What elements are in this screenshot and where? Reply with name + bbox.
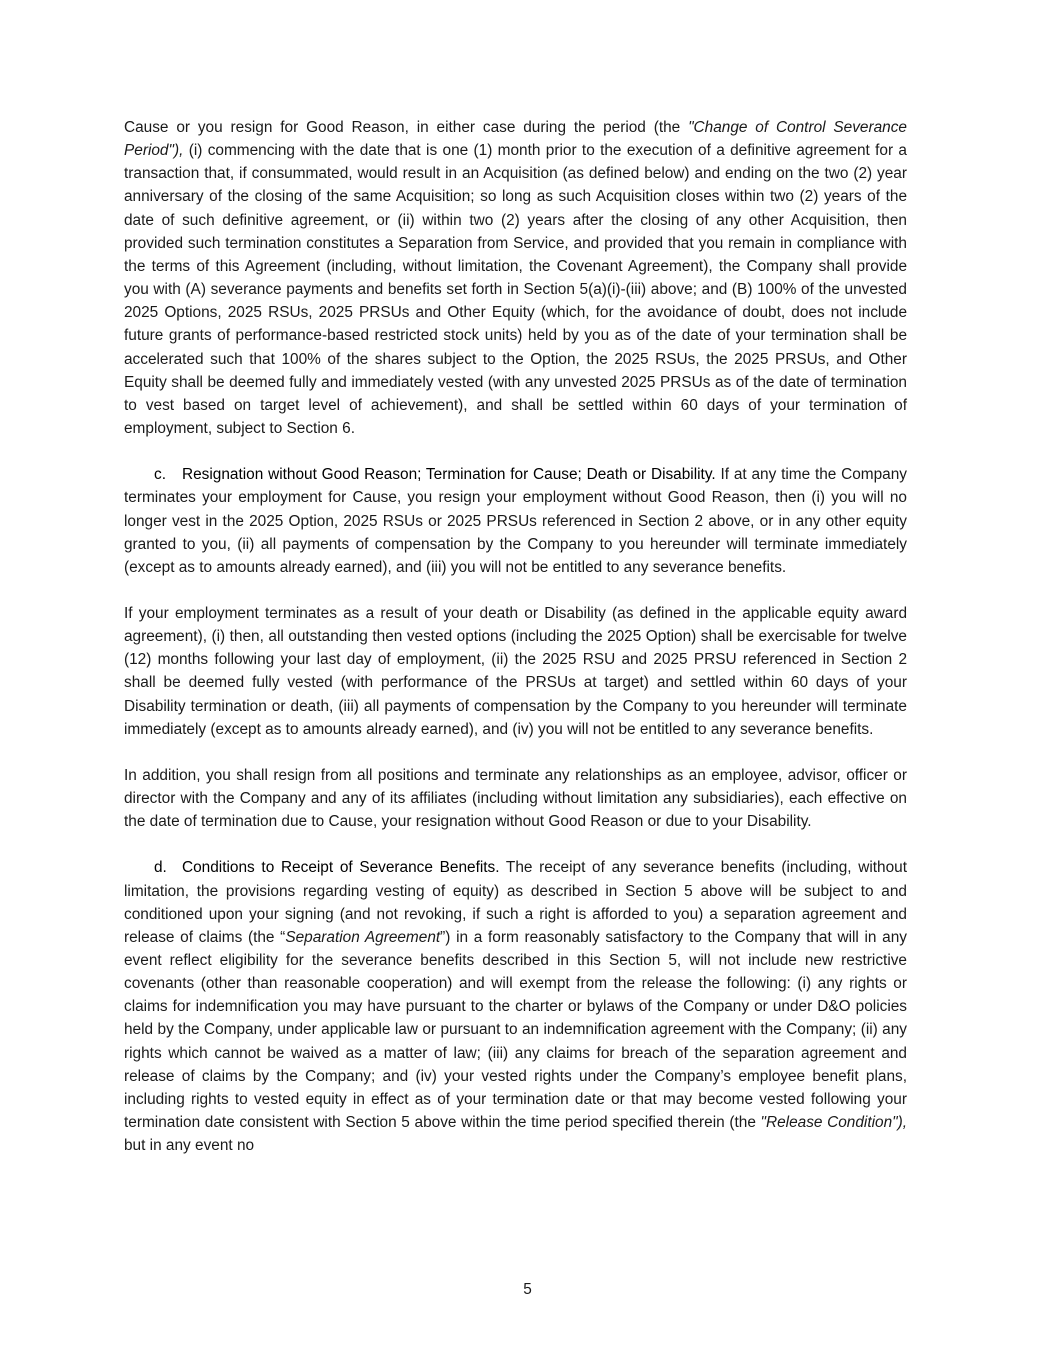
section-c-letter: c. [154, 466, 166, 484]
section-d-title: Conditions to Receipt of Severance Benefits. [182, 859, 500, 877]
section-d-letter: d. [154, 859, 167, 877]
section-c [124, 463, 907, 579]
paragraph-resignation-positions: In addition, you shall resign from all positions and terminate any relationships as an employee, advisor, officer or director with the Company and any of its affiliates (including without limitation any subsidiaries), each effective on the date of termination due to Cause, your resignation without Good Reason or due to your Disability. [124, 766, 907, 831]
defined-term: "Change of Control Severance Period"), [124, 119, 907, 160]
document-page [124, 116, 907, 1157]
text: but in any event no [124, 1137, 255, 1155]
text: ”) in a form reasonably satisfactory to the Company that will in any event reflect eligibility for the severance benefits described in this Section 5, will not include new restrictive covenants (other than reasonable cooperation) and will exempt from the release the following: (i) any rights or claims for indemnification you may have pursuant to the charter or bylaws of the Company or under D&O policies held by the Company, under applicable law or pursuant to an indemnification agreement with the Company; (ii) any rights which cannot be waived as a matter of law; (iii) any claims for breach of the separation agreement and release of claims by the Company; and (iv) your vested rights under the Company’s employee benefit plans, including rights to vested equity in effect as of your termination date or that may become vested following your termination date consistent with Section 5 above within the time period specified therein (the [124, 928, 907, 1132]
defined-term: Separation Agreement [285, 928, 441, 946]
text: Cause or you resign for Good Reason, in either case during the period (the [124, 119, 689, 136]
section-c-body: If at any time the Company terminates your employment for Cause, you resign your employment without Good Reason, then (i) you will no longer vest in the 2025 Option, 2025 RSUs or 2025 PRSUs referenced in Section 2 above, or in any other equity granted to you, (ii) all payments of compensation by the Company to you hereunder will terminate immediately (except as to amounts already earned), and (iii) you will not be entitled to any severance benefits. [124, 466, 908, 576]
section-c-heading [154, 466, 716, 483]
section-d [124, 856, 907, 1157]
section-d-heading [154, 859, 500, 876]
text: (i) commencing with the date that is one (1) month prior to the execution of a definitive agreement for a transaction that, if consummated, would result in an Acquisition (as defined below) and ending on the two (2) year anniversary of the closing of the same Acquisition; so long as such Acquisition closes within two (2) years of the date of such definitive agreement, or (ii) within two (2) years after the closing of any other Acquisition, then provided such termination constitutes a Separation from Service, and provided that you remain in compliance with the terms of this Agreement (including, without limitation, the Covenant Agreement), the Company shall provide you with (A) severance payments and benefits set forth in Section 5(a)(i)-(iii) above; and (B) 100% of the unvested 2025 Options, 2025 RSUs, 2025 PRSUs and Other Equity (which, for the avoidance of doubt, does not include future grants of performance-based restricted stock units) held by you as of the date of your termination shall be accelerated such that 100% of the shares subject to the Option, the 2025 RSUs, the 2025 PRSUs, and Other Equity shall be deemed fully and immediately vested (with any unvested 2025 PRSUs as of the date of termination to vest based on target level of achievement), and shall be settled within 60 days of your termination of employment, subject to Section 6. [124, 142, 907, 438]
page-number: 5 [523, 1281, 532, 1298]
paragraph-change-of-control [124, 116, 907, 440]
paragraph-death-disability: If your employment terminates as a result of your death or Disability (as defined in the applicable equity award agreement), (i) then, all outstanding then vested options (including the 2025 Option) shall be exercisable for twelve (12) months following your last day of employment, (ii) the 2025 RSU and 2025 PRSU referenced in Section 2 shall be deemed fully vested (with performance of the PRSUs at target) and settled within 60 days of your Disability termination or death, (iii) all payments of compensation by the Company to you hereunder will terminate immediately (except as to amounts already earned), and (iv) you will not be entitled to any severance benefits. [124, 604, 907, 738]
defined-term: "Release Condition"), [760, 1114, 907, 1132]
section-c-title: Resignation without Good Reason; Termination for Cause; Death or Disability. [182, 466, 716, 484]
text: The receipt of any severance benefits (including, without limitation, the provisions regarding vesting of equity) as described in Section 5 above will be subject to and conditioned upon your signing (and not revoking, if such a right is afforded to you) a separation agreement and release of claims (the “ [124, 859, 907, 946]
